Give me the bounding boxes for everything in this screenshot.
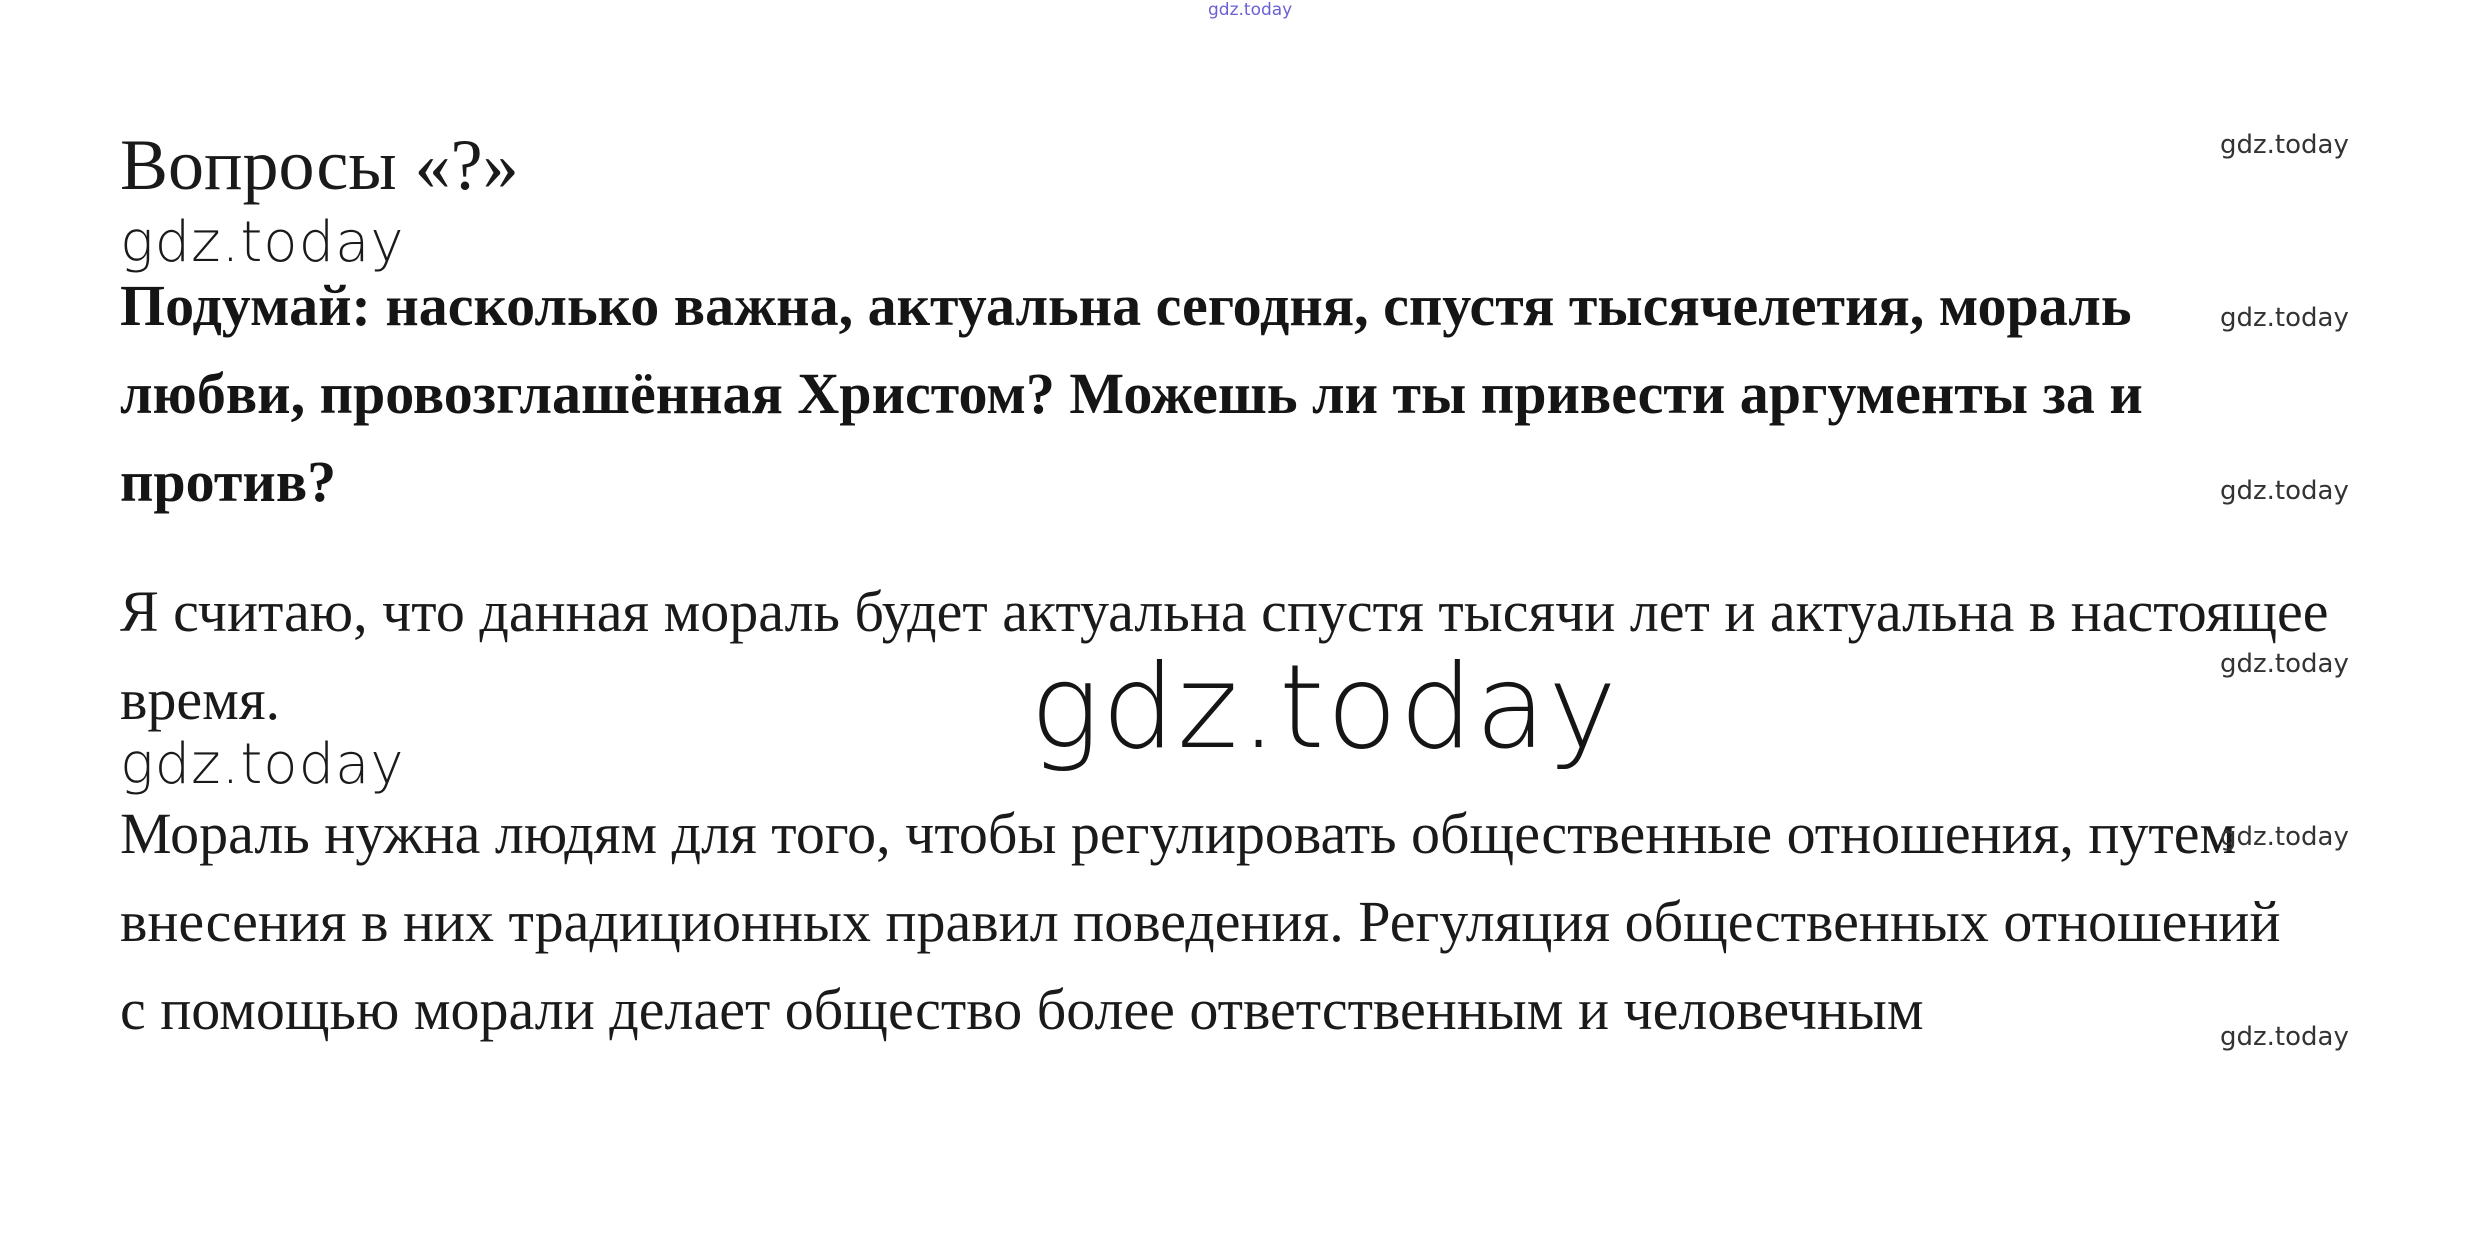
watermark-small: gdz.today bbox=[2220, 130, 2349, 160]
watermark-small: gdz.today bbox=[2220, 476, 2349, 506]
answer-paragraph-2: Мораль нужна людям для того, чтобы регулировать общественные отношения, путем внесения в них традиционных правил поведения. Регуляция общественных отношений с помощью морали делает общество более ответственным и человечным bbox=[120, 801, 2281, 1042]
section-heading: Вопросы «?» bbox=[120, 125, 519, 205]
answer-paragraph-1: Я считаю, что данная мораль будет актуальна спустя тысячи лет и актуальна в настоящее время. bbox=[120, 579, 2329, 732]
watermark-large: gdz.today bbox=[1030, 640, 1619, 775]
watermark-small: gdz.today bbox=[2220, 822, 2349, 852]
question-text: Подумай: насколько важна, актуальна сегодня, спустя тысячелетия, мораль любви, провозглашённая Христом? Можешь ли ты привести аргументы за и против? bbox=[120, 273, 2143, 514]
watermark-medium: gdz.today bbox=[120, 732, 405, 797]
watermark-small: gdz.today bbox=[2220, 303, 2349, 333]
watermark-small: gdz.today bbox=[2220, 649, 2349, 679]
watermark-small: gdz.today bbox=[2220, 1022, 2349, 1052]
watermark-medium: gdz.today bbox=[120, 210, 405, 275]
watermark-top: gdz.today bbox=[1208, 0, 1293, 20]
